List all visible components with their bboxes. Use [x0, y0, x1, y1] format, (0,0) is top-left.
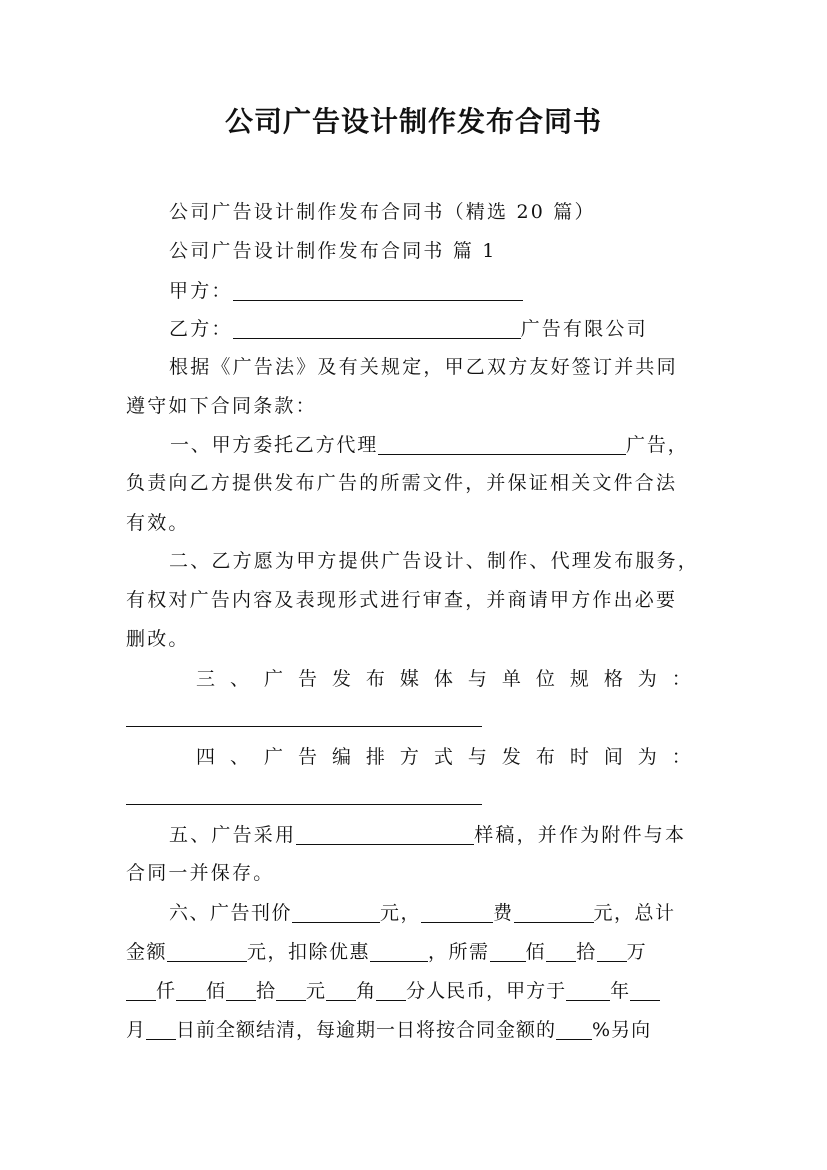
- clause-6-blank: [176, 980, 206, 1001]
- clause-2-line-1: 二、乙方愿为甲方提供广告设计、制作、代理发布服务，: [169, 550, 700, 572]
- clause-3-char: 位: [535, 668, 555, 690]
- clause-1-line-1: [170, 432, 712, 458]
- intro-line-1: 根据《广告法》及有关规定，甲乙双方友好签订并共同: [169, 356, 678, 378]
- clause-6-blank: [292, 902, 380, 923]
- clause-3-char: 与: [467, 668, 487, 690]
- clause-6-text: 拾: [256, 980, 277, 1002]
- clause-5-blank: [296, 824, 474, 845]
- clause-4-char: 为: [637, 746, 657, 768]
- clause-6-text: 分人民币，甲方于: [406, 980, 567, 1002]
- clause-1-blank: [378, 434, 626, 455]
- clause-6-blank: [126, 980, 156, 1001]
- clause-6-text: 日前全额结清，每逾期一日将按合同金额的: [176, 1019, 557, 1041]
- clause-3-char: 格: [603, 668, 623, 690]
- clause-4-char: 间: [603, 746, 623, 768]
- clause-6-blank: [490, 941, 526, 962]
- party-b-line: [169, 316, 747, 342]
- clause-5-prefix: 五、广告采用: [169, 824, 297, 846]
- clause-6-blank: [146, 1019, 176, 1040]
- clause-4-char: 广: [263, 746, 283, 768]
- clause-6-text: 金额: [126, 941, 168, 963]
- clause-6-blank: [566, 980, 610, 1001]
- party-a-line: [169, 278, 747, 304]
- clause-6-blank: [370, 941, 428, 962]
- clause-4-char: 排: [365, 746, 385, 768]
- clause-3-char: 布: [365, 668, 385, 690]
- clause-4-char: 告: [297, 746, 317, 768]
- clause-6-text: 费: [493, 902, 514, 924]
- clause-3-blank: [126, 706, 482, 727]
- intro-line-2: 遵守如下合同条款：: [126, 395, 317, 417]
- clause-6-text: 年: [610, 980, 631, 1002]
- clause-6-blank: [546, 941, 576, 962]
- clause-1-suffix: 广告，: [626, 434, 689, 456]
- clause-5-suffix: 样稿，并作为附件与本: [474, 824, 687, 846]
- clause-6-line-4: [126, 1017, 704, 1043]
- clause-4-char: 、: [229, 746, 249, 768]
- clause-3-char: 单: [501, 668, 521, 690]
- clause-6-blank: [556, 1019, 592, 1040]
- clause-6-text: 六、广告刊价: [169, 902, 293, 924]
- clause-4-char: 式: [433, 746, 453, 768]
- clause-3-char: 规: [569, 668, 589, 690]
- party-b-label: 乙方：: [169, 318, 233, 340]
- clause-4-blank: [126, 784, 482, 805]
- clause-6-text: 角: [356, 980, 377, 1002]
- clause-6-text: 佰: [525, 941, 547, 963]
- party-a-label: 甲方：: [169, 280, 233, 302]
- clause-3-char: 、: [229, 668, 249, 690]
- clause-5-line-1: [169, 822, 747, 848]
- clause-6-blank: [276, 980, 306, 1001]
- clause-3-char: 发: [331, 668, 351, 690]
- subtitle: 公司广告设计制作发布合同书（精选 20 篇）: [169, 201, 596, 223]
- clause-1-line-3: 有效。: [126, 512, 190, 534]
- clause-6-text: 元，扣除优惠: [247, 941, 371, 963]
- clause-4-char: 时: [569, 746, 589, 768]
- document-title: 公司广告设计制作发布合同书: [224, 105, 602, 138]
- clause-6-line-1: [169, 900, 747, 926]
- clause-2-line-2: 有权对广告内容及表现形式进行审查，并商请甲方作出必要: [126, 589, 678, 611]
- clause-2-line-3: 删改。: [126, 628, 190, 650]
- clause-4-char: 发: [501, 746, 521, 768]
- clause-6-blank: [630, 980, 660, 1001]
- clause-6-blank: [167, 941, 247, 962]
- clause-3-char: ：: [671, 668, 691, 690]
- clause-1-line-2: 负责向乙方提供发布广告的所需文件，并保证相关文件合法: [126, 472, 678, 494]
- clause-3-char: 广: [263, 668, 283, 690]
- clause-6-line-3: [126, 978, 704, 1004]
- section-heading: 公司广告设计制作发布合同书 篇 1: [169, 240, 497, 262]
- clause-6-text: 拾: [576, 941, 597, 963]
- clause-3-char: 三: [196, 668, 216, 690]
- clause-4-char: 布: [535, 746, 555, 768]
- clause-4-char: ：: [671, 746, 691, 768]
- clause-6-text: ，所需: [428, 941, 490, 963]
- party-b-suffix: 广告有限公司: [520, 318, 648, 340]
- party-a-blank: [233, 280, 523, 301]
- clause-6-blank: [226, 980, 256, 1001]
- clause-4-char: 编: [331, 746, 351, 768]
- clause-6-blank: [514, 902, 594, 923]
- clause-3-char: 媒: [399, 668, 419, 690]
- clause-3-char: 为: [637, 668, 657, 690]
- clause-6-text: 万: [626, 941, 648, 963]
- clause-4-line: [196, 744, 691, 770]
- clause-6-line-2: [126, 939, 704, 965]
- clause-5-line-2: 合同一并保存。: [126, 862, 275, 884]
- clause-3-char: 告: [297, 668, 317, 690]
- clause-3-blank-line: [126, 704, 704, 730]
- clause-6-blank: [376, 980, 406, 1001]
- clause-4-char: 四: [196, 746, 216, 768]
- clause-6-blank: [597, 941, 627, 962]
- clause-6-text: 元，: [380, 902, 422, 924]
- clause-6-text: %另向: [592, 1019, 652, 1041]
- clause-6-blank: [326, 980, 356, 1001]
- clause-4-blank-line: [126, 782, 704, 808]
- clause-4-char: 与: [467, 746, 487, 768]
- clause-6-blank: [421, 902, 493, 923]
- clause-6-text: 元: [306, 980, 327, 1002]
- clause-6-text: 元，总计: [593, 902, 676, 924]
- clause-6-text: 仟: [156, 980, 177, 1002]
- party-b-blank: [233, 318, 521, 339]
- clause-3-char: 体: [433, 668, 453, 690]
- clause-3-line: [196, 666, 691, 692]
- clause-6-text: 月: [126, 1019, 147, 1041]
- clause-1-prefix: 一、甲方委托乙方代理: [170, 434, 379, 456]
- clause-4-char: 方: [399, 746, 419, 768]
- clause-6-text: 佰: [206, 980, 227, 1002]
